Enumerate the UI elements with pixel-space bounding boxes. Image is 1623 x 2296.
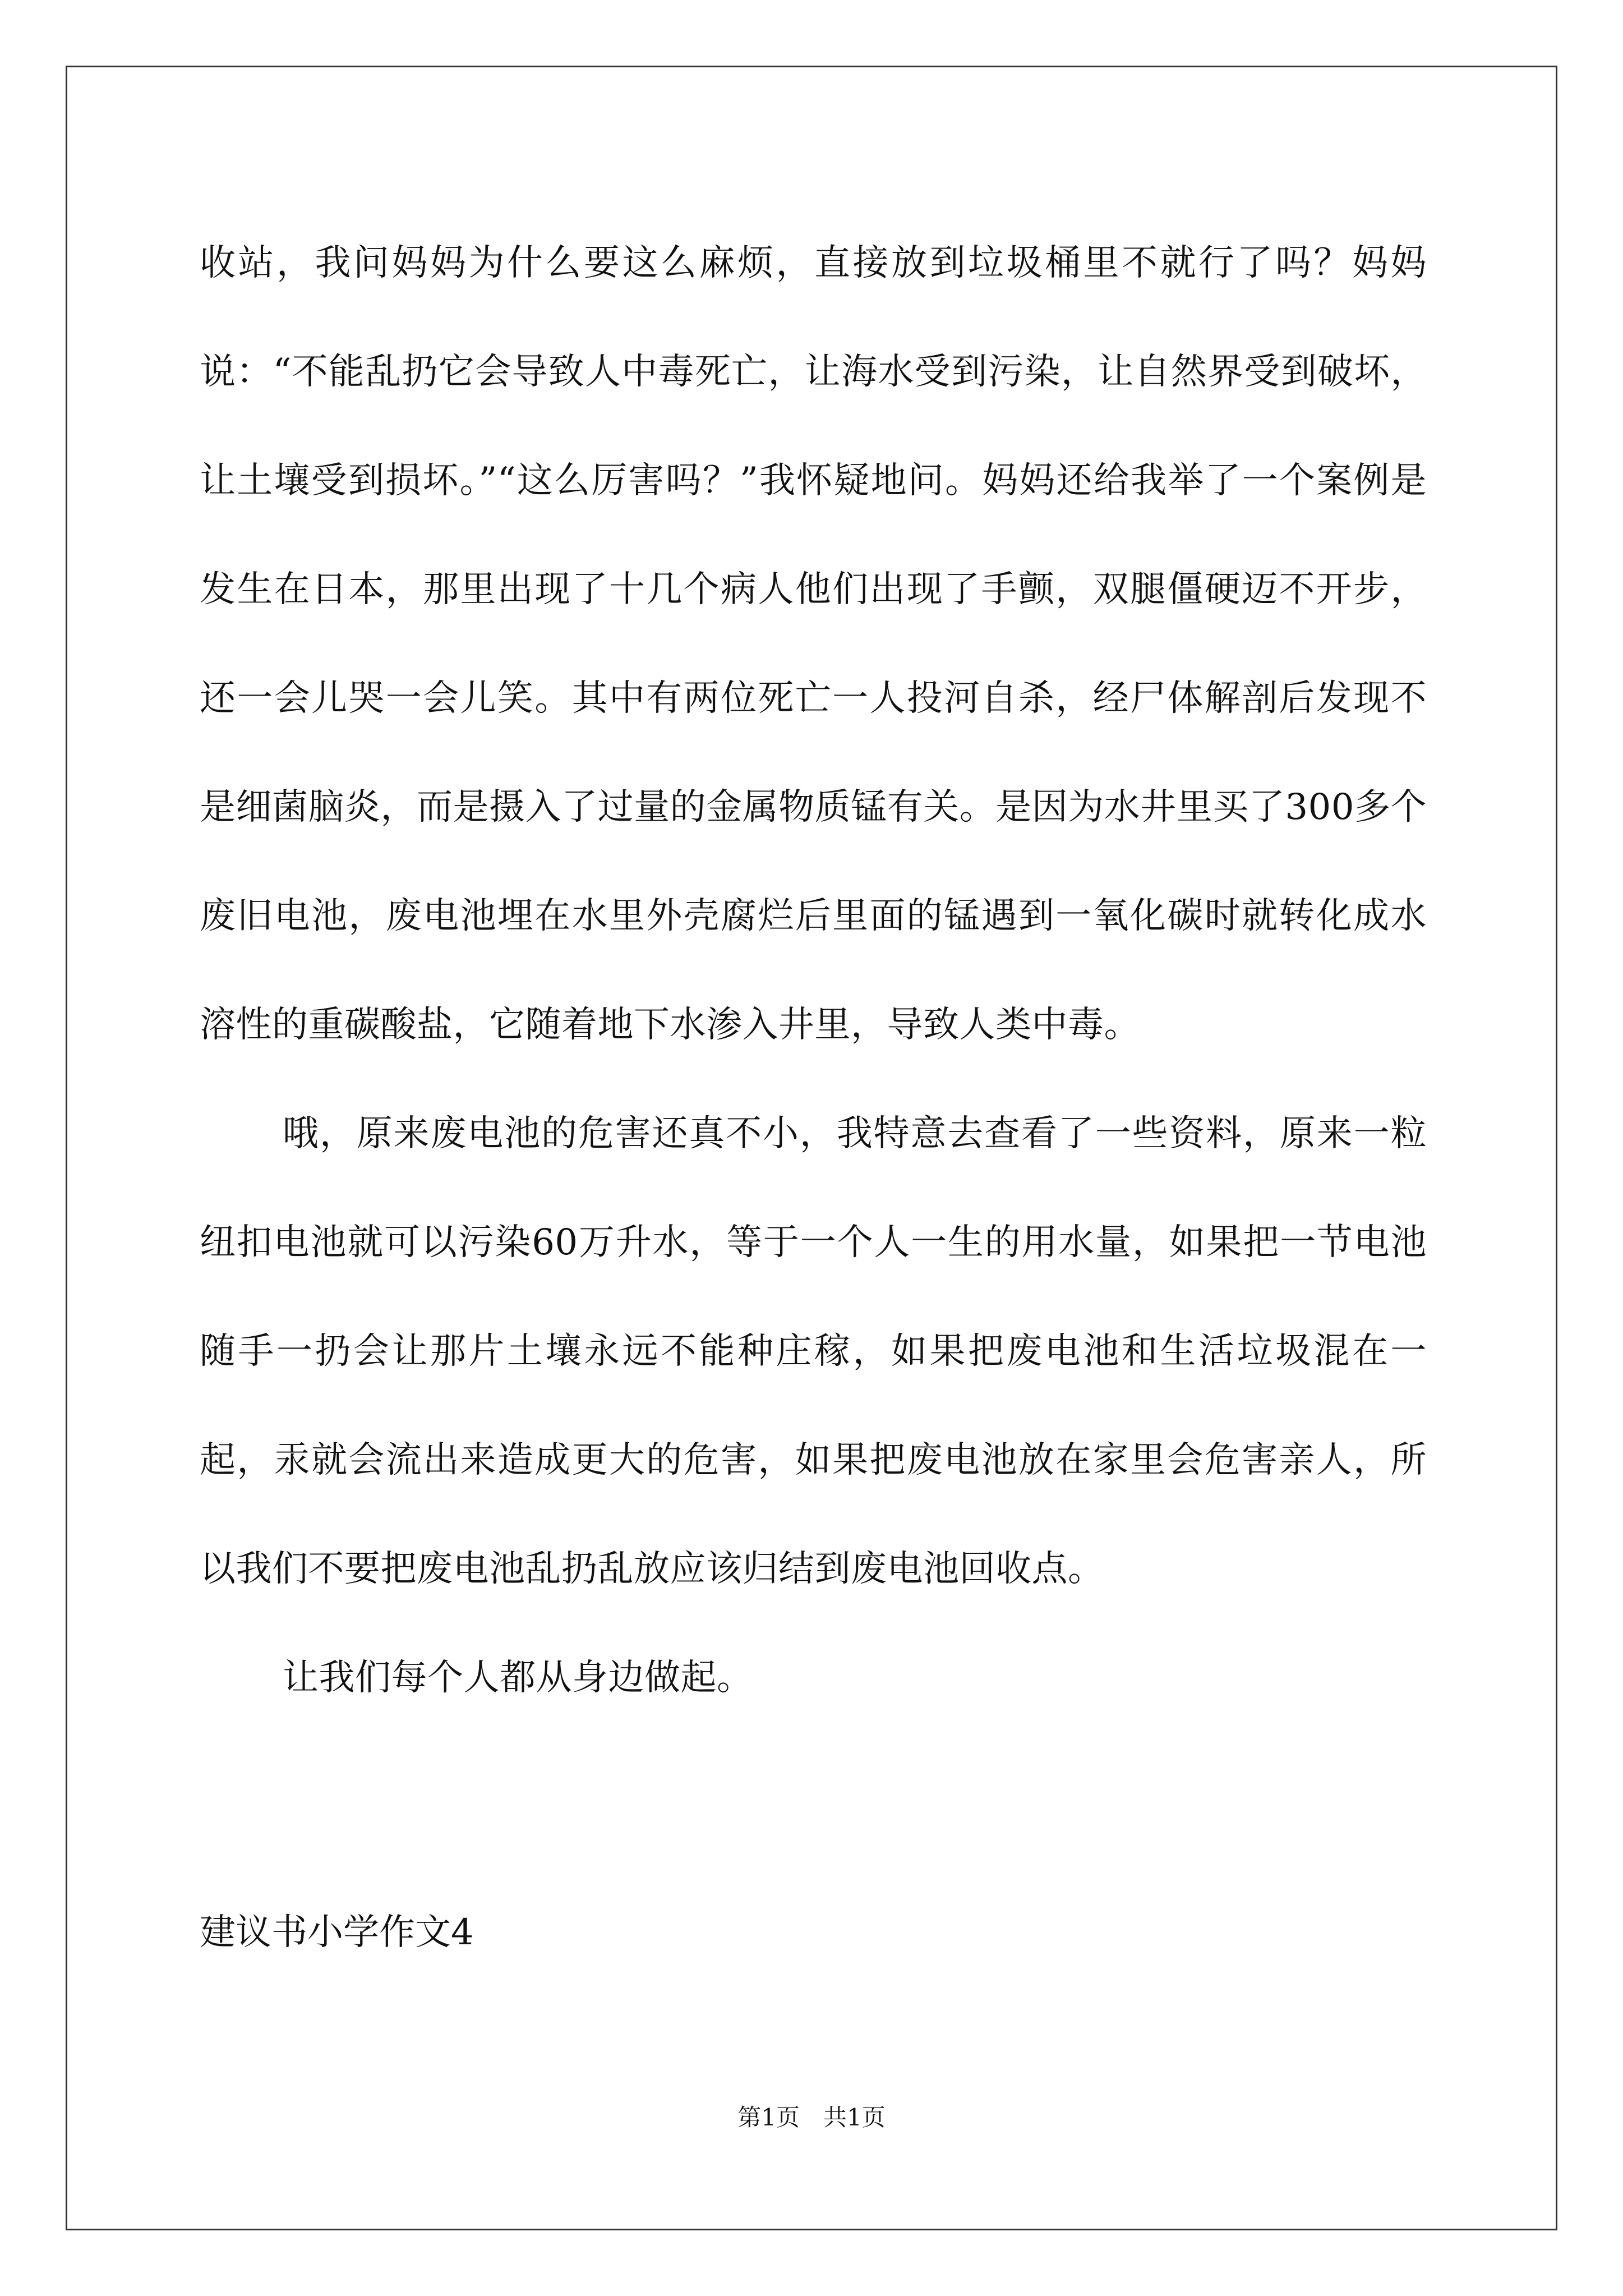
section-heading: 建议书小学作文4 [200,1912,474,1953]
document-body [200,209,1427,1732]
paragraph-continuation: 收站，我问妈妈为什么要这么麻烦，直接放到垃圾桶里不就行了吗？妈妈说：“不能乱扔它会导致人中毒死亡，让海水受到污染，让自然界受到破坏，让土壤受到损坏。”“这么厉害吗？”我怀疑地问。妈妈还给我举了一个案例是发生在日本，那里出现了十几个病人他们出现了手颤，双腿僵硬迈不开步，还一会儿哭一会儿笑。其中有两位死亡一人投河自杀，经尸体解剖后发现不是细菌脑炎，而是摄入了过量的金属物质锰有关。是因为水井里买了300多个废旧电池，废电池埋在水里外壳腐烂后里面的锰遇到一氧化碳时就转化成水溶性的重碳酸盐，它随着地下水渗入井里，导致人类中毒。 [200,242,1427,1046]
page-number-footer: 第1页 共1页 [737,2104,886,2131]
paragraph-battery-hazards: 哦，原来废电池的危害还真不小，我特意去查看了一些资料，原来一粒纽扣电池就可以污染60万升水，等于一个人一生的用水量，如果把一节电池随手一扔会让那片土壤永远不能种庄稼，如果把废电池和生活垃圾混在一起，汞就会流出来造成更大的危害，如果把废电池放在家里会危害亲人，所以我们不要把废电池乱扔乱放应该归结到废电池回收点。 [200,1113,1427,1590]
paragraph-closing: 让我们每个人都从身边做起。 [283,1657,753,1699]
